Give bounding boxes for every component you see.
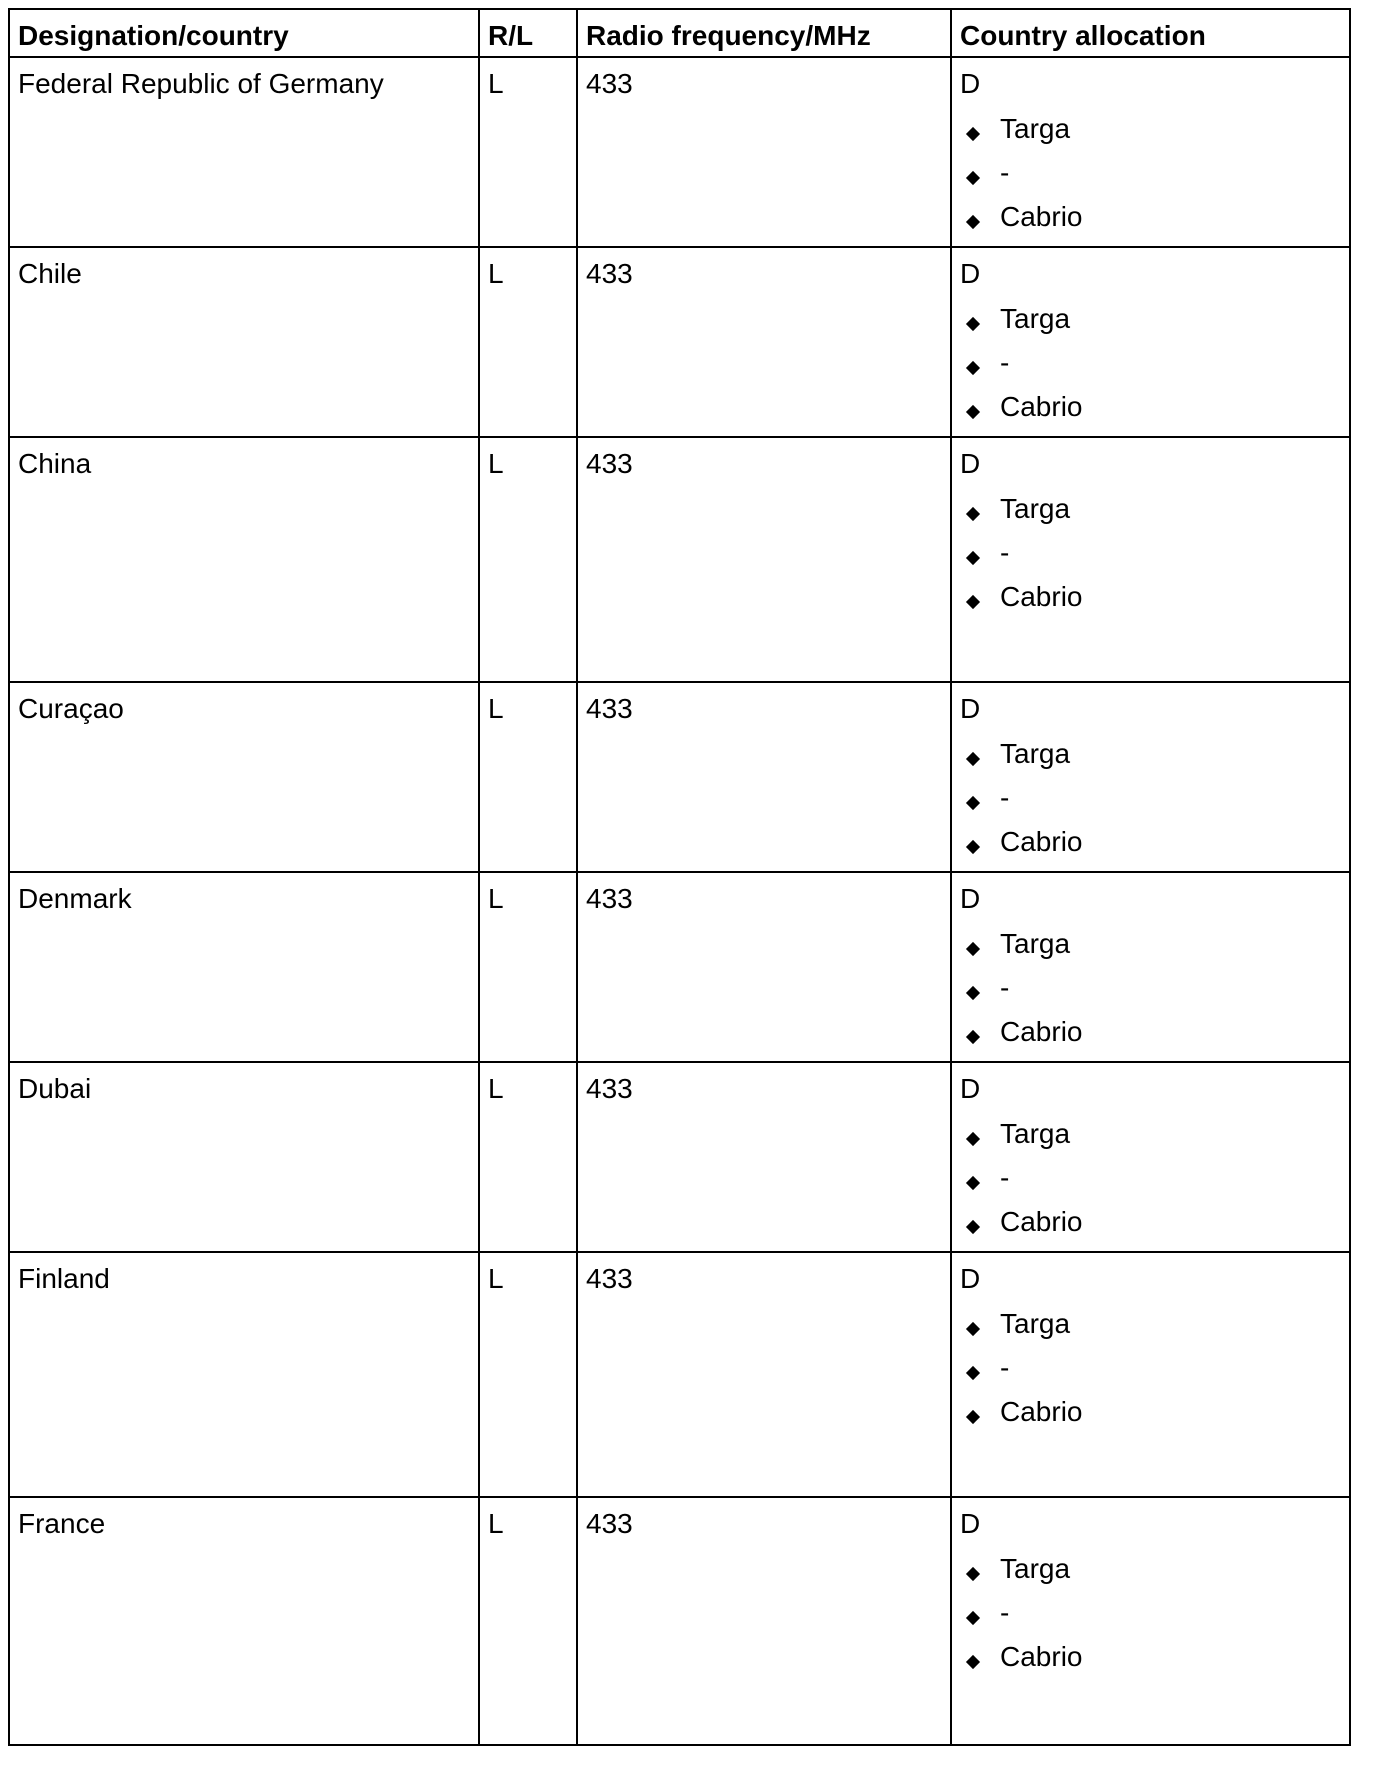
bullet-diamond-icon bbox=[966, 551, 980, 565]
country-cell: France bbox=[9, 1497, 479, 1745]
list-item bbox=[960, 1397, 1341, 1441]
table-header-row bbox=[9, 9, 1350, 57]
frequency-cell: 433 bbox=[577, 437, 951, 682]
list-item bbox=[960, 1309, 1341, 1353]
allocation-code: D bbox=[960, 68, 981, 99]
allocation-item-label: Cabrio bbox=[1000, 1016, 1083, 1047]
country-cell: China bbox=[9, 437, 479, 682]
allocation-item-label: - bbox=[1000, 972, 1010, 1003]
list-item bbox=[960, 158, 1341, 202]
country-allocation-table bbox=[8, 8, 1351, 1746]
bullet-diamond-icon bbox=[966, 1611, 980, 1625]
allocation-cell bbox=[951, 1497, 1350, 1745]
country-cell: Chile bbox=[9, 247, 479, 437]
allocation-item-label: Targa bbox=[1000, 1118, 1071, 1149]
table-row bbox=[9, 682, 1350, 872]
bullet-diamond-icon bbox=[966, 507, 980, 521]
allocation-item-label: Cabrio bbox=[1000, 201, 1083, 232]
table-row bbox=[9, 1062, 1350, 1252]
header-radio-frequency: Radio frequency/MHz bbox=[577, 9, 951, 57]
frequency-cell: 433 bbox=[577, 872, 951, 1062]
allocation-item-label: Targa bbox=[1000, 1553, 1071, 1584]
allocation-code: D bbox=[960, 1073, 981, 1104]
rl-cell: L bbox=[479, 682, 577, 872]
rl-cell: L bbox=[479, 247, 577, 437]
allocation-code: D bbox=[960, 1263, 981, 1294]
allocation-item-label: Targa bbox=[1000, 303, 1071, 334]
bullet-diamond-icon bbox=[966, 752, 980, 766]
allocation-cell bbox=[951, 247, 1350, 437]
allocation-list bbox=[960, 494, 1341, 626]
list-item bbox=[960, 827, 1341, 871]
allocation-item-label: - bbox=[1000, 782, 1010, 813]
allocation-item-label: Cabrio bbox=[1000, 1396, 1083, 1427]
allocation-item-label: Cabrio bbox=[1000, 391, 1083, 422]
list-item bbox=[960, 1554, 1341, 1598]
bullet-diamond-icon bbox=[966, 1132, 980, 1146]
allocation-item-label: Targa bbox=[1000, 738, 1071, 769]
allocation-code: D bbox=[960, 1508, 981, 1539]
bullet-diamond-icon bbox=[966, 215, 980, 229]
bullet-diamond-icon bbox=[966, 317, 980, 331]
bullet-diamond-icon bbox=[966, 796, 980, 810]
table-row bbox=[9, 437, 1350, 682]
header-designation-country: Designation/country bbox=[9, 9, 479, 57]
allocation-code: D bbox=[960, 883, 981, 914]
list-item bbox=[960, 538, 1341, 582]
country-cell: Finland bbox=[9, 1252, 479, 1497]
country-cell: Federal Republic of Germany bbox=[9, 57, 479, 247]
list-item bbox=[960, 202, 1341, 246]
bullet-diamond-icon bbox=[966, 595, 980, 609]
allocation-cell bbox=[951, 57, 1350, 247]
allocation-code: D bbox=[960, 258, 981, 289]
list-item bbox=[960, 1598, 1341, 1642]
bullet-diamond-icon bbox=[966, 1366, 980, 1380]
table-row bbox=[9, 1497, 1350, 1745]
table-row bbox=[9, 247, 1350, 437]
rl-cell: L bbox=[479, 57, 577, 247]
bullet-diamond-icon bbox=[966, 1322, 980, 1336]
rl-cell: L bbox=[479, 437, 577, 682]
allocation-cell bbox=[951, 437, 1350, 682]
allocation-list bbox=[960, 929, 1341, 1061]
bullet-diamond-icon bbox=[966, 1567, 980, 1581]
list-item bbox=[960, 1207, 1341, 1251]
list-item bbox=[960, 494, 1341, 538]
table-row bbox=[9, 872, 1350, 1062]
allocation-list bbox=[960, 1119, 1341, 1251]
bullet-diamond-icon bbox=[966, 361, 980, 375]
bullet-diamond-icon bbox=[966, 1220, 980, 1234]
allocation-item-label: Targa bbox=[1000, 928, 1071, 959]
allocation-list bbox=[960, 1309, 1341, 1441]
frequency-cell: 433 bbox=[577, 1062, 951, 1252]
frequency-cell: 433 bbox=[577, 57, 951, 247]
allocation-list bbox=[960, 739, 1341, 871]
allocation-code: D bbox=[960, 448, 981, 479]
frequency-cell: 433 bbox=[577, 682, 951, 872]
bullet-diamond-icon bbox=[966, 405, 980, 419]
frequency-cell: 433 bbox=[577, 247, 951, 437]
allocation-item-label: - bbox=[1000, 1597, 1010, 1628]
allocation-item-label: - bbox=[1000, 1352, 1010, 1383]
country-cell: Curaçao bbox=[9, 682, 479, 872]
bullet-diamond-icon bbox=[966, 127, 980, 141]
list-item bbox=[960, 1642, 1341, 1686]
list-item bbox=[960, 304, 1341, 348]
bullet-diamond-icon bbox=[966, 1030, 980, 1044]
allocation-code: D bbox=[960, 693, 981, 724]
allocation-item-label: Cabrio bbox=[1000, 826, 1083, 857]
rl-cell: L bbox=[479, 872, 577, 1062]
allocation-item-label: Targa bbox=[1000, 113, 1071, 144]
bullet-diamond-icon bbox=[966, 171, 980, 185]
rl-cell: L bbox=[479, 1252, 577, 1497]
list-item bbox=[960, 929, 1341, 973]
allocation-cell bbox=[951, 1062, 1350, 1252]
table-row bbox=[9, 1252, 1350, 1497]
allocation-list bbox=[960, 304, 1341, 436]
list-item bbox=[960, 348, 1341, 392]
allocation-cell bbox=[951, 872, 1350, 1062]
allocation-item-label: Targa bbox=[1000, 493, 1071, 524]
list-item bbox=[960, 114, 1341, 158]
list-item bbox=[960, 783, 1341, 827]
table-row bbox=[9, 57, 1350, 247]
allocation-item-label: Targa bbox=[1000, 1308, 1071, 1339]
table-body bbox=[9, 57, 1350, 1745]
country-cell: Dubai bbox=[9, 1062, 479, 1252]
bullet-diamond-icon bbox=[966, 840, 980, 854]
list-item bbox=[960, 1017, 1341, 1061]
list-item bbox=[960, 1353, 1341, 1397]
allocation-list bbox=[960, 1554, 1341, 1686]
list-item bbox=[960, 973, 1341, 1017]
header-country-allocation: Country allocation bbox=[951, 9, 1350, 57]
bullet-diamond-icon bbox=[966, 1410, 980, 1424]
frequency-cell: 433 bbox=[577, 1252, 951, 1497]
list-item bbox=[960, 739, 1341, 783]
allocation-item-label: Cabrio bbox=[1000, 1206, 1083, 1237]
allocation-item-label: - bbox=[1000, 347, 1010, 378]
rl-cell: L bbox=[479, 1062, 577, 1252]
rl-cell: L bbox=[479, 1497, 577, 1745]
allocation-cell bbox=[951, 1252, 1350, 1497]
bullet-diamond-icon bbox=[966, 986, 980, 1000]
bullet-diamond-icon bbox=[966, 942, 980, 956]
allocation-cell bbox=[951, 682, 1350, 872]
allocation-item-label: - bbox=[1000, 1162, 1010, 1193]
allocation-item-label: Cabrio bbox=[1000, 1641, 1083, 1672]
allocation-item-label: Cabrio bbox=[1000, 581, 1083, 612]
list-item bbox=[960, 582, 1341, 626]
allocation-item-label: - bbox=[1000, 537, 1010, 568]
frequency-cell: 433 bbox=[577, 1497, 951, 1745]
list-item bbox=[960, 392, 1341, 436]
allocation-list bbox=[960, 114, 1341, 246]
list-item bbox=[960, 1119, 1341, 1163]
allocation-item-label: - bbox=[1000, 157, 1010, 188]
bullet-diamond-icon bbox=[966, 1176, 980, 1190]
header-rl: R/L bbox=[479, 9, 577, 57]
country-cell: Denmark bbox=[9, 872, 479, 1062]
list-item bbox=[960, 1163, 1341, 1207]
bullet-diamond-icon bbox=[966, 1655, 980, 1669]
